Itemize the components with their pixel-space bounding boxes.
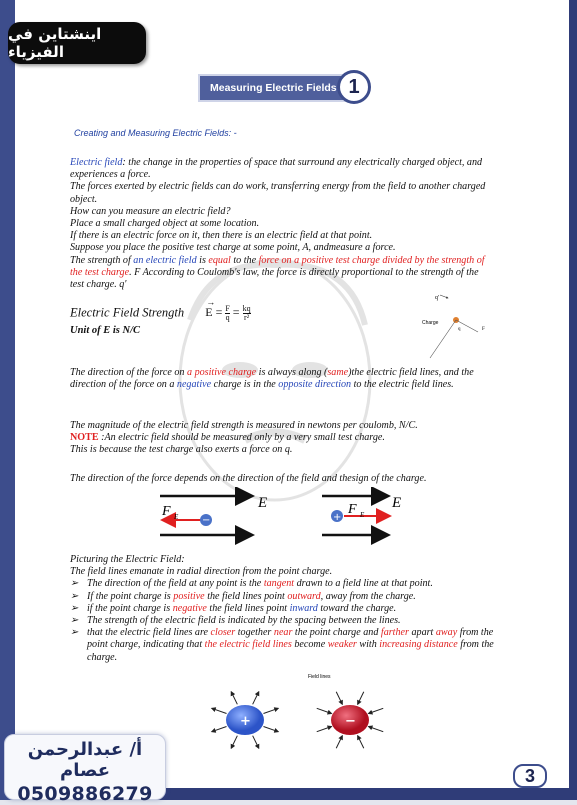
intro-text [70,157,492,291]
page-number: 3 [513,764,547,788]
note: NOTE :An electric field should be measured only by a very small test charge. [70,432,385,444]
field-line [317,708,332,713]
unit-label: Unit of E is N/C [70,325,141,336]
field-line [336,736,342,749]
svg-text:+: + [240,714,251,729]
right-border-bar [569,0,577,800]
field-label-right: E [392,495,402,511]
list-item: ➢ The direction of the field at any point is the tangent drawn to a field line at that point. [70,578,433,590]
force-label-right: F [348,502,357,517]
test-charge-figure [420,290,500,365]
direction-paragraph: The direction of the force on a positive charge is always along (same)the electric field lines, and the direction of the force on a negative charge is in the opposite direction to the electric field lines. [70,367,474,391]
paragraph: If there is an electric force on it, then there is an electric field at that point. [70,230,373,242]
list-item: ➢ if the point charge is negative the field lines point inward toward the charge. [70,602,397,614]
list-item: ➢ The strength of the electric field is indicated by the spacing between the lines. [70,615,401,627]
subtitle: Creating and Measuring Electric Fields: - [74,128,237,138]
field-line [358,736,364,749]
svg-text:+: + [333,512,342,523]
picturing-title: Picturing the Electric Field: [70,554,185,565]
force-direction-text: The direction of the force depends on the direction of the field and thesign of the charge. [70,473,427,484]
field-line [231,736,237,749]
left-border-bar [0,0,15,800]
section-title-banner: Measuring Electric Fields [198,74,348,102]
svg-text:q': q' [435,295,440,301]
force-direction-diagram [150,487,430,547]
svg-text:−: − [345,714,356,729]
author-name: أ/ عبدالرحمن عصام [27,739,143,781]
svg-text:−: − [202,515,211,526]
svg-text:E: E [360,511,365,519]
field-line [336,692,342,705]
svg-text:F: F [482,327,485,332]
section-number-badge: 1 [337,70,371,104]
formula-label: Electric Field Strength [70,305,185,320]
svg-text:E: E [174,513,179,521]
field-line [263,727,278,732]
force-label-left: F [162,504,171,519]
charge-label: Charge [422,320,439,326]
field-line [212,727,227,732]
picturing-list [70,578,500,663]
paragraph: The forces exerted by electric fields can do work, transferring energy from the field to another charged object. [70,181,486,205]
author-card [4,734,166,805]
field-line [231,692,237,705]
term-electric-field: Electric field [70,157,123,168]
picturing-section: Picturing the Electric Field: The field lines emanate in radial direction from the point charge. ➢ The direction of the field at any point is the tangent drawn to a field line at that point. ➢ If the point charge is positive the field lines point outward, away from the charge. ➢ if the point charge is negative the field lines point inward toward the charge. ➢ The strength of the electric field is indicated by the spacing between the lines. ➢ that the electric field lines are closer together near the point charge and farther apart away from the point charge, indicating that the electric field lines become weaker with increasing distance from the charge. [70,554,500,664]
field-line [253,692,259,705]
field-line [253,736,259,749]
paragraph: Place a small charged object at some location. [70,218,260,230]
paragraph: How can you measure an electric field? [70,205,231,217]
field-label-left: E [258,495,268,511]
formula: E → = $\frac{F}{q}$ = $\frac{kq}{\text{r²}}$ [205,297,251,322]
field-line [212,708,227,713]
brand-badge: اينشتاين في الفيزياء [8,22,146,64]
strength-paragraph: The strength of an electric field is equal to the force on a positive test charge divided by the strength of the test charge. F According to Coulomb's law, the force is directly proportional to the strength of the test charge. q' [70,254,485,291]
definition-paragraph: Electric field: the change in the properties of space that surround any electrically charged object, and experiences a force. [70,157,483,181]
field-line [368,708,383,713]
field-line [263,708,278,713]
field-lines-label: Field lines [308,674,331,680]
field-line [368,727,383,732]
paragraph: Suppose you place the positive test charge at some point, A, andmeasure a force. [70,242,396,254]
magnitude-paragraph: The magnitude of the electric field strength is measured in newtons per coulomb, N/C. NOTE :An electric field should be measured only by a very small test charge. This is because the test charge also exerts a force on q. [70,420,492,457]
formula-line [70,297,251,322]
list-item: ➢ that the electric field lines are closer together near the point charge and farther apart away from the point charge, indicating that the electric field lines become weaker with increasing distance from the charge. [70,627,494,663]
field-line [358,692,364,705]
author-phone: 0509886279 [17,783,153,805]
svg-text:q: q [458,327,461,332]
list-item: ➢ If the point charge is positive the field lines point outward, away from the charge. [70,590,416,602]
field-lines-diagram [200,670,400,752]
field-line [317,727,332,732]
